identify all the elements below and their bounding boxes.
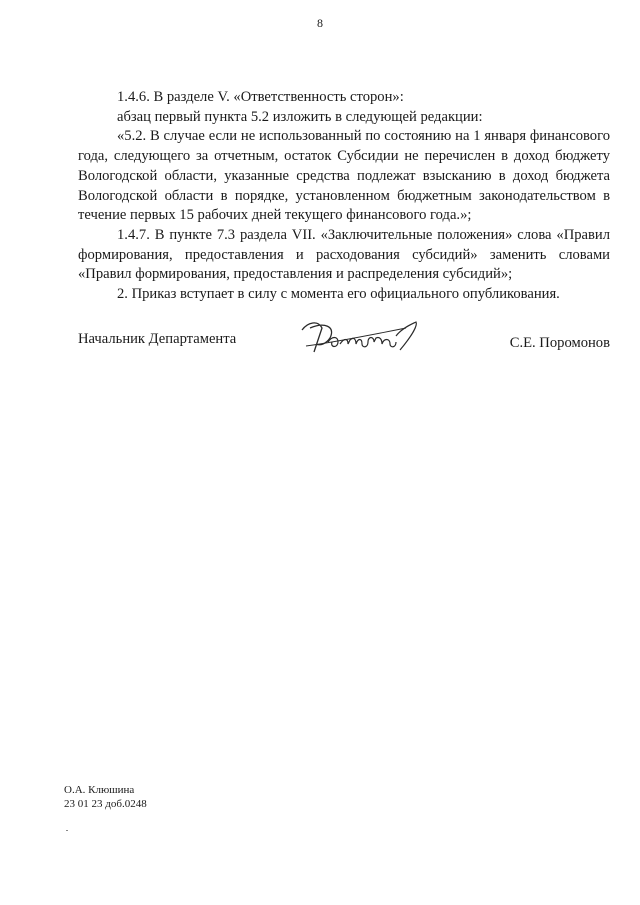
page-number: 8 [317, 16, 323, 30]
paragraph-amendment-intro: абзац первый пункта 5.2 изложить в следующей редакции: [117, 108, 483, 125]
executor-name: О.А. Клюшина [64, 784, 135, 796]
document-body [78, 88, 610, 305]
paragraph-effective-date: 2. Приказ вступает в силу с момента его официального опубликования. [117, 286, 560, 303]
scan-speck [66, 830, 68, 831]
signatory-name: С.Е. Поромонов [509, 335, 610, 351]
signature-block [78, 316, 610, 356]
paragraph-section-5-heading: 1.4.6. В разделе V. «Ответственность сторон»: [117, 89, 404, 105]
executor-info [64, 783, 147, 811]
handwritten-signature [296, 316, 426, 356]
paragraph-clause-5-2: «5.2. В случае если не использованный по состоянию на 1 января финансового года, следующего за отчетным, остаток Субсидии не перечислен в доход бюджету Вологодской области, указанные средства подлежат взысканию в доход бюджета Вологодской области в порядке, установленном бюджетным законодательством в течение первых 15 рабочих дней текущего финансового года.»; [78, 128, 610, 224]
signatory-position: Начальник Департамента [78, 331, 237, 347]
executor-phone: 23 01 23 доб.0248 [64, 798, 147, 810]
paragraph-clause-7-3: 1.4.7. В пункте 7.3 раздела VII. «Заключительные положения» слова «Правил формирования, предоставления и расходования субсидий» заменить словами «Правил формирования, предоставления и распределения субсидий»; [78, 226, 610, 283]
